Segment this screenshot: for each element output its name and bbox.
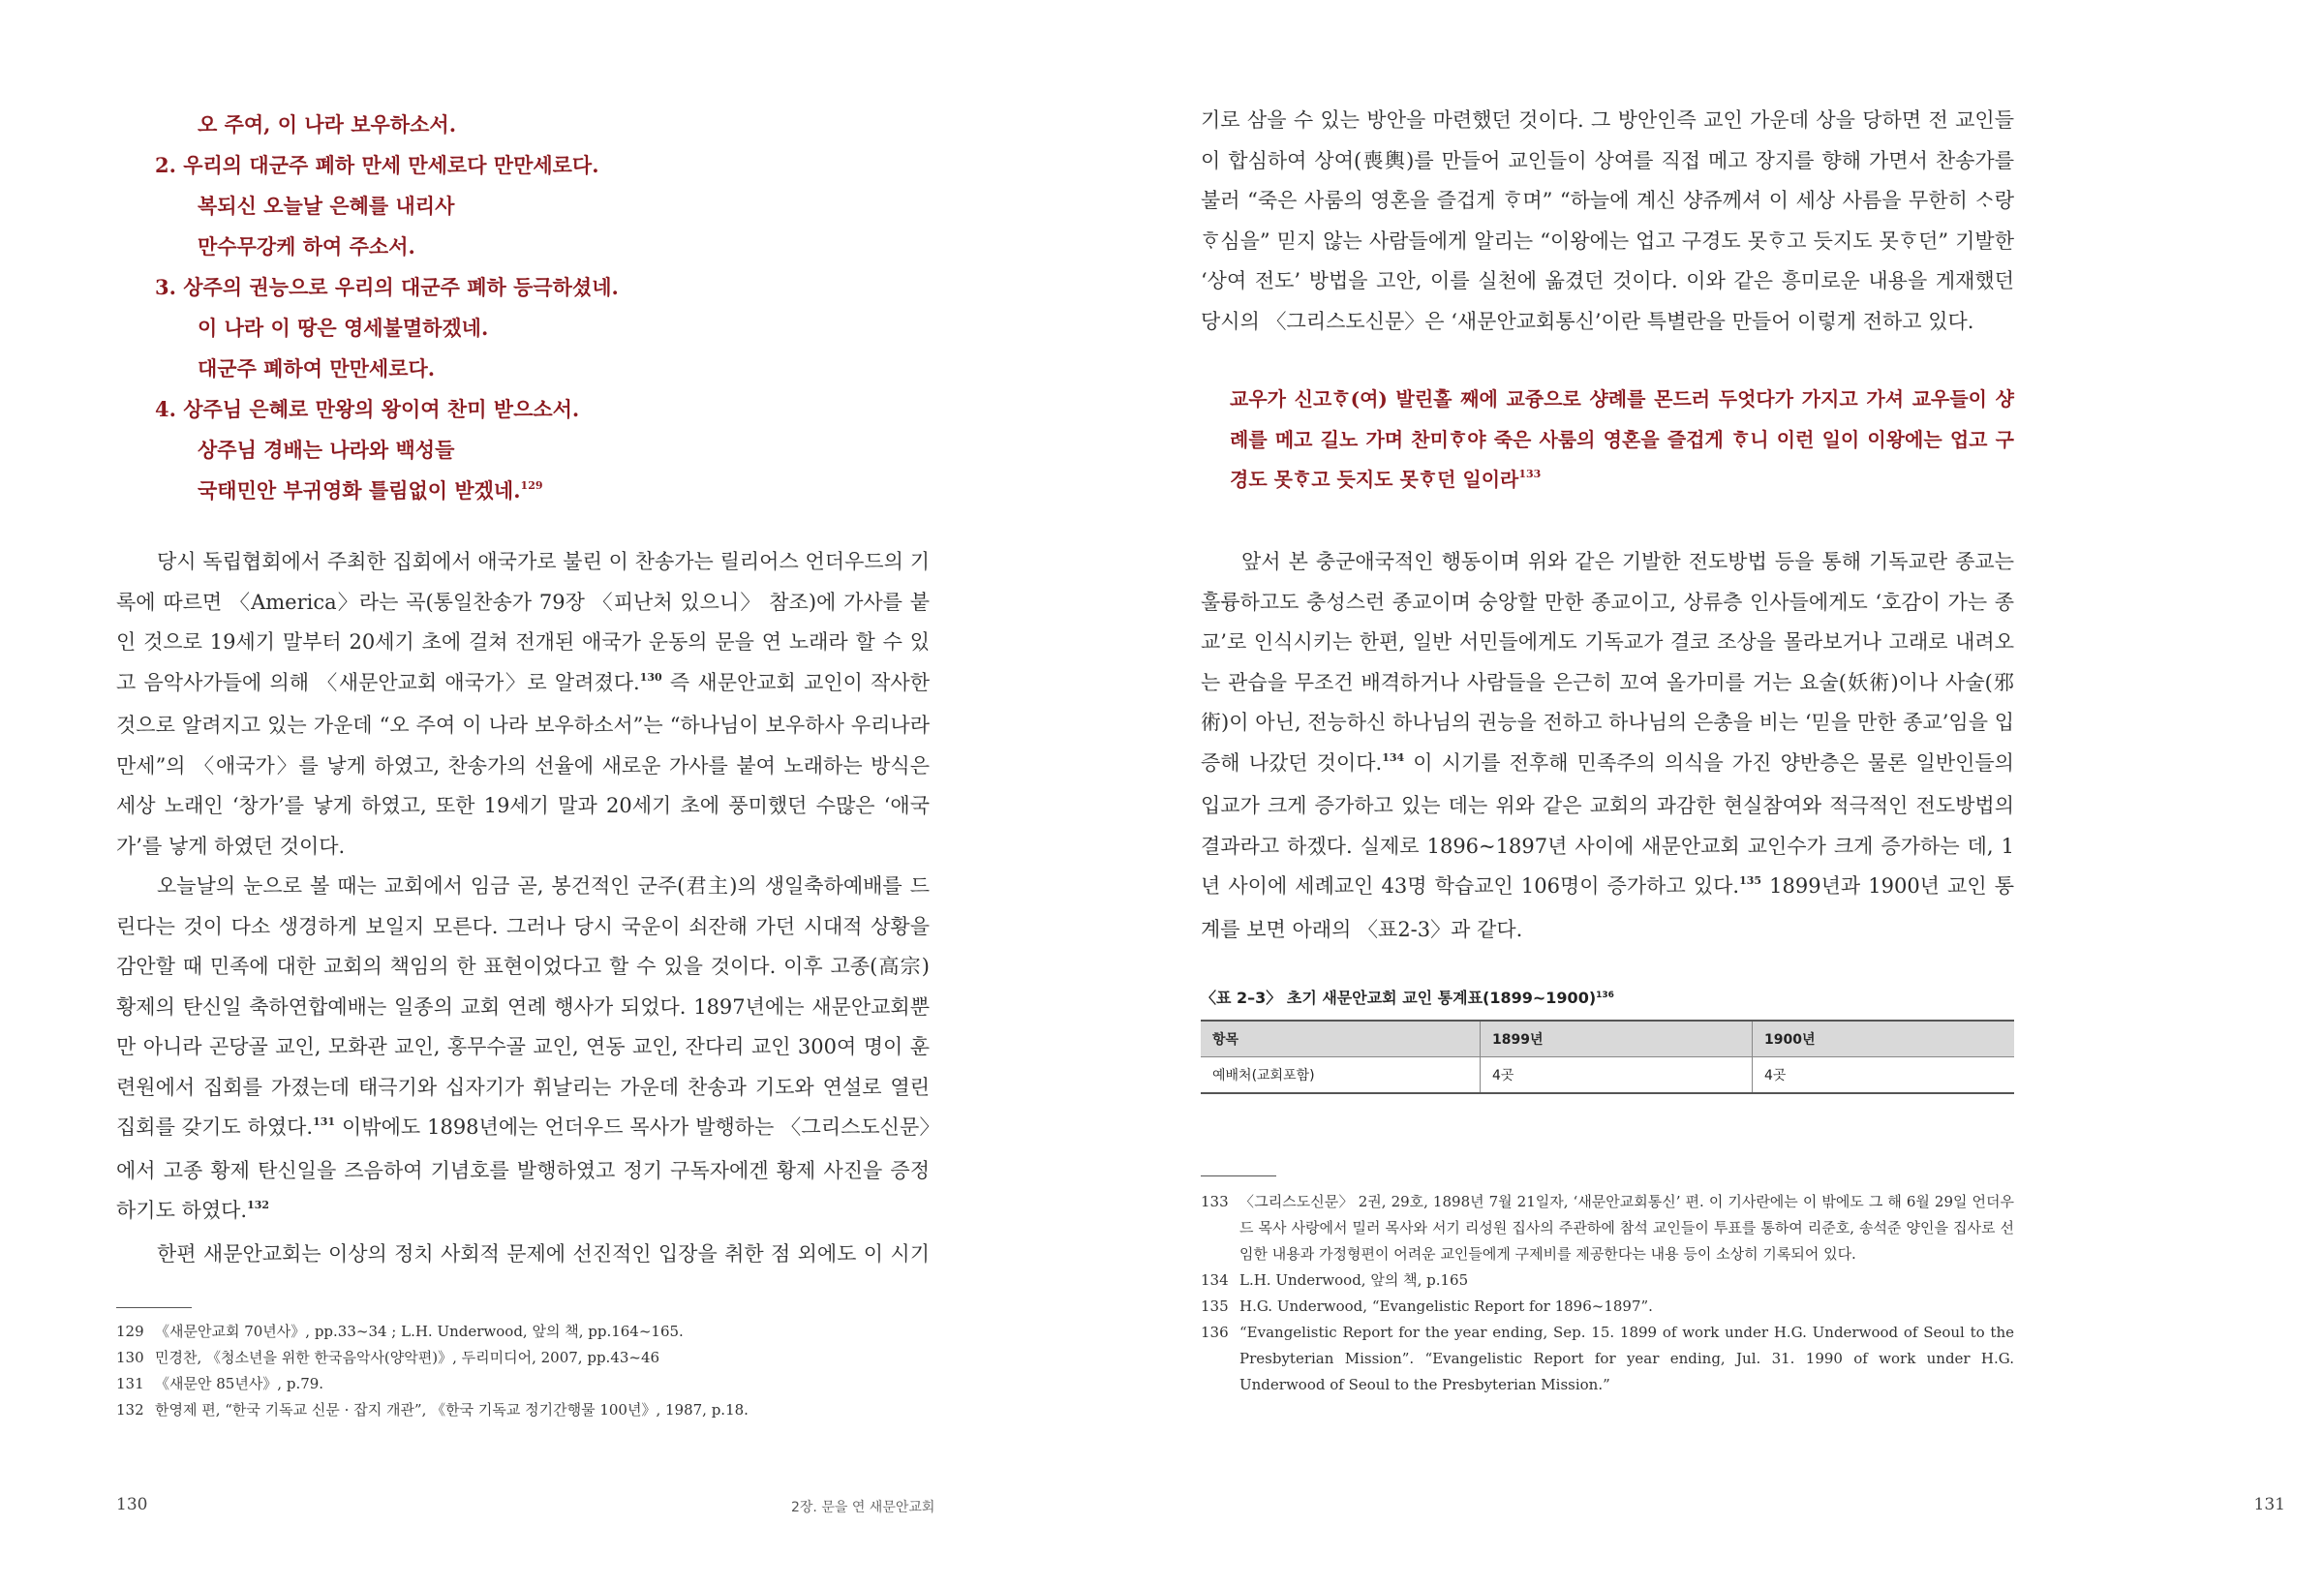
body-paragraph: 한편 새문안교회는 이상의 정치 사회적 문제에 선진적인 입장을 취한 점 외에도 이 시기 — [157, 1241, 930, 1265]
footnote-number: 129 — [116, 1323, 144, 1340]
hymn-line: 복되신 오늘날 은혜를 내리사 — [198, 194, 455, 218]
footnote-text: 《새문안교회 70년사》, pp.33~34 ; L.H. Underwood, 앞의 책, pp.164~165. — [155, 1323, 684, 1340]
hymn-line: 3. 상주의 권능으로 우리의 대군주 폐하 등극하셨네. — [155, 275, 619, 299]
body-paragraph: 당시 독립협회에서 주최한 집회에서 애국가로 불린 이 찬송가는 릴리어스 언더우드의 기록에 따르면 〈America〉라는 곡(통일찬송가 79장 〈피난처 있으니〉 참조)에 가사를 붙인 것으로 19세기 말부터 20세기 초에 걸쳐 전개된 애국가 운동의 문을 연 노래라 할 수 있고 음악사가들에 의해 〈새문안교회 애국가〉로 알려졌다.$^{130}$ 즉 새문안교회 교인이 작사한 것으로 알려지고 있는 가운데 “오 주여 이 나라 보우하소서”는 “하나님이 보우하사 우리나라 만세”의 〈애국가〉를 낳게 하였고, 찬송가의 선율에 새로운 가사를 붙여 노래하는 방식은 세상 노래인 ‘창가’를 낳게 하였고, 또한 19세기 말과 20세기 초에 풍미했던 수많은 ‘애국가’를 낳게 하였던 것이다. — [116, 550, 930, 858]
newspaper-quote: 교우가 신고ᄒᆞ(여) 발린홀 째에 교즁으로 샹례를 몬드러 두엇다가 가지고 가셔 교우들이 샹례를 메고 길노 가며 찬미ᄒᆞ야 죽은 사룸의 영혼을 즐겁게 ᄒᆞ니 이런 일이 이왕에는 업고 구경도 못ᄒᆞ고 듯지도 못ᄒᆞ던 일이라$^{133}$ — [1230, 387, 2014, 491]
footnote-text: 〈그리스도신문〉 2권, 29호, 1898년 7월 21일자, ‘새문안교회통신’ 편. 이 기사란에는 이 밖에도 그 해 6월 29일 언더우드 목사 사랑에서 밀러 목사와 서기 리성원 집사의 주관하에 참석 교인들이 투표를 통하여 리준호, 송석준 양인을 집사로 선임한 내용과 가정형편이 어려운 교인들에게 구제비를 제공한다는 내용 등이 소상히 기록되어 있다. — [1239, 1193, 2014, 1263]
body-paragraph: 오늘날의 눈으로 볼 때는 교회에서 임금 곧, 봉건적인 군주(君主)의 생일축하예배를 드린다는 것이 다소 생경하게 보일지 모른다. 그러나 당시 국운이 쇠잔해 가던 시대적 상황을 감안할 때 민족에 대한 교회의 책임의 한 표현이었다고 할 수 있을 것이다. 이후 고종(高宗) 황제의 탄신일 축하연합예배는 일종의 교회 연례 행사가 되었다. 1897년에는 새문안교회뿐만 아니라 곤당골 교인, 모화관 교인, 홍무수골 교인, 연동 교인, 잔다리 교인 300여 명이 훈련원에서 집회를 가졌는데 태극기와 십자기가 휘날리는 가운데 찬송과 기도와 연설로 열린 집회를 갖기도 하였다.$^{131}$ 이밖에도 1898년에는 언더우드 목사가 발행하는 〈그리스도신문〉에서 고종 황제 탄신일을 즈음하여 기념호를 발행하였고 정기 구독자에겐 황제 사진을 증정하기도 하였다.$^{132}$ — [116, 874, 930, 1222]
right-footnotes — [1201, 1189, 2014, 1398]
stats-table — [1201, 1020, 2014, 1094]
footnote-ref[interactable]: 136 — [1596, 991, 1614, 1000]
hymn-line: 국태민안 부귀영화 틀림없이 받겠네.$^{129}$ — [198, 478, 543, 503]
left-body-text — [116, 542, 930, 1265]
right-page — [1162, 0, 2324, 1587]
footnote-number: 132 — [116, 1401, 144, 1419]
footnote-ref[interactable]: 134 — [1382, 750, 1405, 764]
table-cell: 4곳 — [1481, 1057, 1753, 1094]
hymn-verses — [155, 105, 1026, 511]
running-head: 2장. 문을 연 새문안교회 — [791, 1500, 935, 1515]
table-title: 〈표 2–3〉 초기 새문안교회 교인 통계표(1899~1900)$^{136}$ — [1201, 989, 1614, 1007]
footnote-text: L.H. Underwood, 앞의 책, p.165 — [1239, 1271, 1469, 1289]
hymn-line: 대군주 폐하여 만만세로다. — [198, 356, 436, 381]
table-header-cell: 1900년 — [1753, 1021, 2015, 1057]
footnote-text: 한영제 편, “한국 기독교 신문 · 잡지 개관”, 《한국 기독교 정기간행물 100년》, 1987, p.18. — [155, 1401, 749, 1419]
footnote-text: H.G. Underwood, “Evangelistic Report for 1896~1897”. — [1239, 1297, 1653, 1315]
right-intro-text — [1201, 101, 2014, 342]
page-number: 130 — [116, 1495, 148, 1514]
right-body-text — [1201, 542, 2014, 950]
table-header-cell: 1899년 — [1481, 1021, 1753, 1057]
footnote-number: 134 — [1201, 1271, 1229, 1289]
table-row — [1201, 1057, 2014, 1094]
footnote — [1201, 1189, 2014, 1267]
hymn-line: 4. 상주님 은혜로 만왕의 왕이여 찬미 받으소서. — [155, 397, 580, 421]
table-header-cell: 항목 — [1201, 1021, 1481, 1057]
body-paragraph: 앞서 본 충군애국적인 행동이며 위와 같은 기발한 전도방법 등을 통해 기독교란 종교는 훌륭하고도 충성스런 종교이며 숭앙할 만한 종교이고, 상류층 인사들에게도 ‘호감이 가는 종교’로 인식시키는 한편, 일반 서민들에게도 기독교가 결코 조상을 몰라보거나 고래로 내려오는 관습을 무조건 배격하거나 사람들을 은근히 꼬여 올가미를 거는 요술(妖術)이나 사술(邪術)이 아닌, 전능하신 하나님의 권능을 전하고 하나님의 은총을 비는 ‘믿을 만한 종교’임을 입증해 나갔던 것이다.$^{134}$ 이 시기를 전후해 민족주의 의식을 가진 양반층은 물론 일반인들의 입교가 크게 증가하고 있는 데는 위와 같은 교회의 과감한 현실참여와 적극적인 전도방법의 결과라고 하겠다. 실제로 1896~1897년 사이에 새문안교회 교인수가 크게 증가하는 데, 1년 사이에 세례교인 43명 학습교인 106명이 증가하고 있다.$^{135}$ 1899년과 1900년 교인 통계를 보면 아래의 〈표2-3〉과 같다. — [1201, 550, 2014, 941]
hymn-line: 상주님 경배는 나라와 백성들 — [198, 438, 455, 462]
table-cell: 예배처(교회포함) — [1201, 1057, 1481, 1094]
footnote — [1201, 1267, 2014, 1294]
footnote-ref[interactable]: 131 — [313, 1115, 336, 1128]
footnote-rule — [1201, 1175, 1276, 1176]
footnote-ref[interactable]: 129 — [520, 479, 543, 492]
page-number: 131 — [2253, 1495, 2285, 1514]
body-paragraph: 기로 삼을 수 있는 방안을 마련했던 것이다. 그 방안인즉 교인 가운데 상을 당하면 전 교인들이 합심하여 상여(喪輿)를 만들어 교인들이 상여를 직접 메고 장지를 향해 가면서 찬송가를 불러 “죽은 사룸의 영혼을 즐겁게 ᄒᆞ며” “하늘에 계신 샹쥬께셔 이 세상 사름을 무한히 ᄉᆞ랑ᄒᆞ심을” 믿지 않는 사람들에게 알리는 “이왕에는 업고 구경도 못ᄒᆞ고 듯지도 못ᄒᆞ던” 기발한 ‘상여 전도’ 방법을 고안, 이를 실천에 옮겼던 것이다. 이와 같은 흥미로운 내용을 게재했던 당시의 〈그리스도신문〉은 ‘새문안교회통신’이란 특별란을 만들어 이렇게 전하고 있다. — [1201, 108, 2014, 333]
footnote-number: 135 — [1201, 1297, 1229, 1315]
hymn-line: 이 나라 이 땅은 영세불멸하겠네. — [198, 316, 489, 340]
table-cell: 4곳 — [1753, 1057, 2015, 1094]
footnote — [116, 1371, 930, 1397]
hymn-line: 2. 우리의 대군주 폐하 만세 만세로다 만만세로다. — [155, 153, 599, 177]
footnote-text: 민경찬, 《청소년을 위한 한국음악사(양악편)》, 두리미디어, 2007, pp.43~46 — [155, 1349, 660, 1366]
table-header-row — [1201, 1021, 2014, 1057]
footnote-number: 131 — [116, 1375, 144, 1392]
footnote — [1201, 1294, 2014, 1320]
hymn-line: 오 주여, 이 나라 보우하소서. — [198, 112, 457, 137]
footnote — [1201, 1320, 2014, 1398]
footnote-rule — [116, 1307, 192, 1308]
footnote-ref[interactable]: 133 — [1518, 468, 1542, 480]
footnote-ref[interactable]: 130 — [639, 670, 662, 684]
footnote-number: 136 — [1201, 1324, 1229, 1341]
footnote — [116, 1397, 930, 1423]
footnote — [116, 1319, 930, 1345]
footnote-number: 130 — [116, 1349, 144, 1366]
footnote-text: “Evangelistic Report for the year ending, Sep. 15. 1899 of work under H.G. Underwood of Seoul to the Presbyterian Mission”. “Evangelistic Report for year ending, Jul. 31. 1990 of work under H.G. Underwood of Seoul to the Presbyterian Mission.” — [1239, 1324, 2014, 1393]
footnote — [116, 1345, 930, 1371]
footnote-ref[interactable]: 132 — [247, 1199, 270, 1211]
footnote-number: 133 — [1201, 1193, 1229, 1210]
footnote-ref[interactable]: 135 — [1739, 874, 1762, 887]
hymn-line: 만수무강케 하여 주소서. — [198, 234, 415, 259]
left-footnotes — [116, 1319, 930, 1423]
footnote-text: 《새문안 85년사》, p.79. — [155, 1375, 324, 1392]
